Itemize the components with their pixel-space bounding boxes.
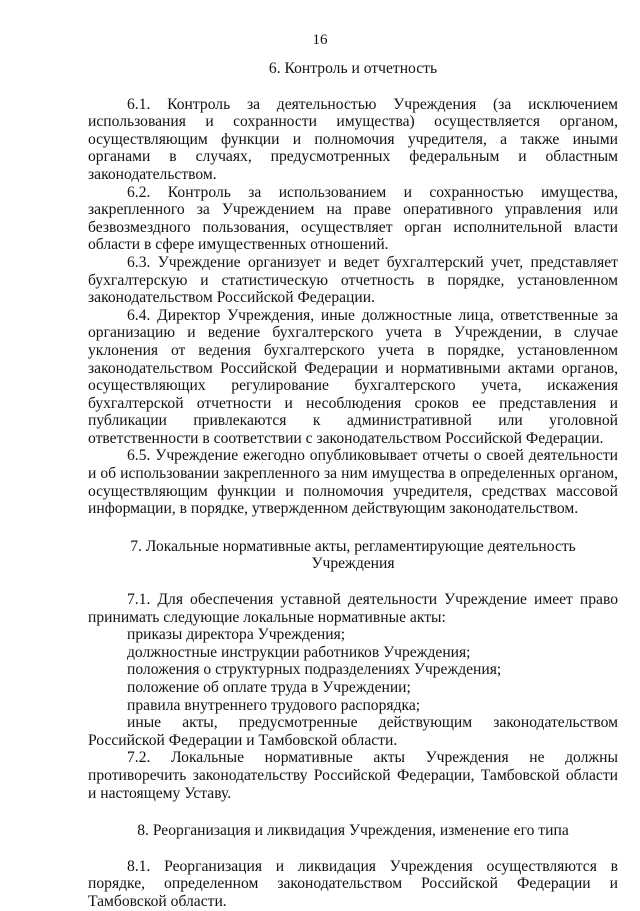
paragraph-8-1: 8.1. Реорганизация и ликвидация Учреждения осуществляются в порядке, определенном законодательством Российской Федерации и Тамбовской области. — [88, 857, 618, 910]
section-7-heading — [88, 538, 618, 573]
document-body — [88, 60, 618, 911]
section-6-heading: 6. Контроль и отчетность — [268, 60, 438, 77]
list-item: иные акты, предусмотренные действующим законодательством Российской Федерации и Тамбовской области. — [88, 714, 618, 749]
paragraph-6-4: 6.4. Директор Учреждения, иные должностные лица, ответственные за организацию и ведение бухгалтерского учета в Учреждении, в случае уклонения от ведения бухгалтерского учета в порядке, установленном законодательством Российской Федерации и нормативными актами органов, осуществляющих регулирование бухгалтерского учета, искажения бухгалтерской отчетности и несоблюдения сроков ее представления и публикации привлекаются к административной или уголовной ответственности в соответствии с законодательством Российской Федерации. — [88, 306, 618, 447]
paragraph-6-5: 6.5. Учреждение ежегодно опубликовывает отчеты о своей деятельности и об использовании закрепленного за ним имущества в определенных органом, осуществляющим функции и полномочия учредителя, средствах массовой информации, в порядке, утвержденном действующим законодательством. — [88, 447, 618, 518]
section-8-heading: 8. Реорганизация и ликвидация Учреждения, изменение его типа — [137, 822, 569, 840]
list-item: должностные инструкции работников Учреждения; — [127, 643, 471, 661]
list-item: правила внутреннего трудового распорядка; — [127, 696, 421, 714]
paragraph-6-3: 6.3. Учреждение организует и ведет бухгалтерский учет, представляет бухгалтерскую и статистическую отчетность в порядке, установленном законодательством Российской Федерации. — [88, 253, 618, 307]
section-7-heading-line-2: Учреждения — [311, 555, 395, 573]
section-7-heading-line-1: 7. Локальные нормативные акты, регламентирующие деятельность — [130, 537, 576, 555]
paragraph-7-1: 7.1. Для обеспечения уставной деятельности Учреждение имеет право принимать следующие локальные нормативные акты: — [88, 591, 618, 626]
list-item: приказы директора Учреждения; — [127, 626, 346, 644]
paragraph-6-1: 6.1. Контроль за деятельностью Учреждения (за исключением использования и сохранности имущества) осуществляется органом, осуществляющим функции и полномочия учредителя, а также иными органами в случаях, предусмотренных федеральным и областным законодательством. — [88, 95, 618, 183]
list-item: положение об оплате труда в Учреждении; — [127, 679, 411, 696]
paragraph-7-2: 7.2. Локальные нормативные акты Учреждения не должны противоречить законодательству Российской Федерации, Тамбовской области и настоящему Уставу. — [88, 749, 618, 802]
page-number: 16 — [312, 32, 328, 48]
list-item: положения о структурных подразделениях Учреждения; — [127, 661, 502, 679]
paragraph-6-2: 6.2. Контроль за использованием и сохранностью имущества, закрепленного за Учреждением на праве оперативного управления или безвозмездного пользования, осуществляет орган исполнительной власти области в сфере имущественных отношений. — [88, 183, 618, 254]
